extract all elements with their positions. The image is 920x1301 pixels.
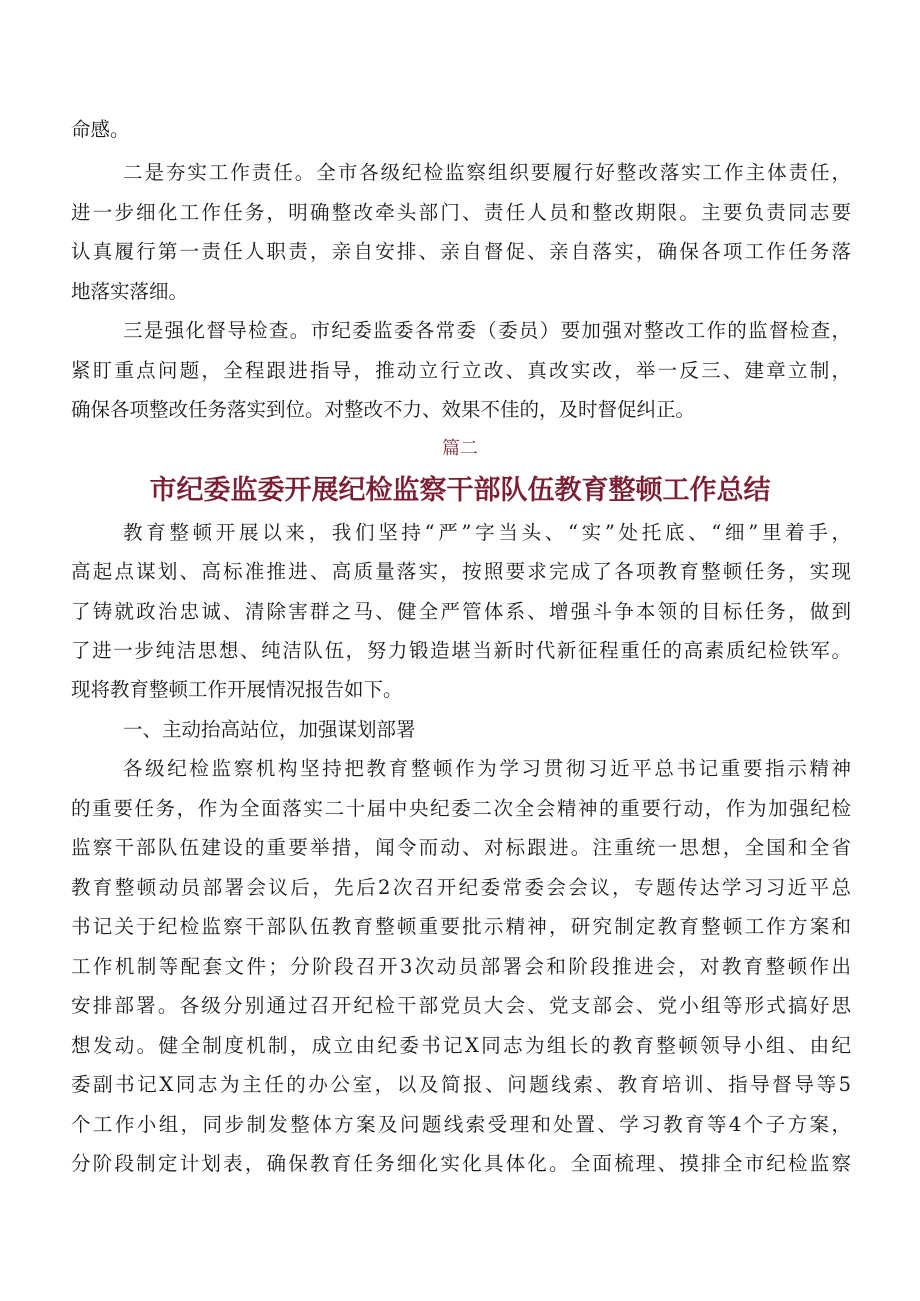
paragraph-line: 紧盯重点问题，全程跟进指导，推动立行立改、真改实改，举一反三、建章立制， <box>71 359 851 382</box>
document-title: 市纪委监委开展纪检监察干部队伍教育整顿工作总结 <box>149 475 771 506</box>
section-heading: 一、主动抬高站位，加强谋划部署 <box>123 718 416 741</box>
paragraph-line: 教育整顿开展以来，我们坚持“严”字当头、“实”处托底、“细”里着手， <box>123 521 851 544</box>
paragraph-line: 委副书记X同志为主任的办公室，以及简报、问题线索、教育培训、指导督导等5 <box>71 1073 851 1096</box>
paragraph-line: 命感。 <box>71 118 130 141</box>
paragraph-line: 二是夯实工作责任。全市各级纪检监察组织要履行好整改落实工作主体责任， <box>123 161 851 184</box>
paragraph-line: 认真履行第一责任人职责，亲自安排、亲自督促、亲自落实，确保各项工作任务落 <box>71 240 851 263</box>
paragraph-line: 工作机制等配套文件；分阶段召开3次动员部署会和阶段推进会，对教育整顿作出 <box>71 955 851 978</box>
paragraph-line: 书记关于纪检监察干部队伍教育整顿重要批示精神，研究制定教育整顿工作方案和 <box>71 915 851 938</box>
paragraph-line: 个工作小组，同步制发整体方案及问题线索受理和处置、学习教育等4个子方案， <box>71 1113 851 1136</box>
paragraph-line: 分阶段制定计划表，确保教育任务细化实化具体化。全面梳理、摸排全市纪检监察 <box>71 1152 851 1175</box>
paragraph-line: 监察干部队伍建设的重要举措，闻令而动、对标跟进。注重统一思想，全国和全省 <box>71 836 851 859</box>
paragraph-line: 进一步细化工作任务，明确整改牵头部门、责任人员和整改期限。主要负责同志要 <box>71 201 851 224</box>
paragraph-line: 的重要任务，作为全面落实二十届中央纪委二次全会精神的重要行动，作为加强纪检 <box>71 797 851 820</box>
paragraph-line: 地落实落细。 <box>71 280 189 303</box>
paragraph-line: 安排部署。各级分别通过召开纪检干部党员大会、党支部会、党小组等形式搞好思 <box>71 994 851 1017</box>
paragraph-line: 高起点谋划、高标准推进、高质量落实，按照要求完成了各项教育整顿任务，实现 <box>71 560 851 583</box>
paragraph-line: 确保各项整改任务落实到位。对整改不力、效果不佳的，及时督促纠正。 <box>71 398 696 421</box>
paragraph-line: 想发动。健全制度机制，成立由纪委书记X同志为组长的教育整顿领导小组、由纪 <box>71 1034 851 1057</box>
section-label: 篇二 <box>442 438 478 459</box>
paragraph-line: 了进一步纯洁思想、纯洁队伍，努力锻造堪当新时代新征程重任的高素质纪检铁军。 <box>71 639 851 662</box>
paragraph-line: 现将教育整顿工作开展情况报告如下。 <box>71 678 403 701</box>
paragraph-line: 三是强化督导检查。市纪委监委各常委（委员）要加强对整改工作的监督检查， <box>123 319 851 342</box>
paragraph-line: 各级纪检监察机构坚持把教育整顿作为学习贯彻习近平总书记重要指示精神 <box>123 757 851 780</box>
paragraph-line: 教育整顿动员部署会议后，先后2次召开纪委常委会会议，专题传达学习习近平总 <box>71 876 851 899</box>
paragraph-line: 了铸就政治忠诚、清除害群之马、健全严管体系、增强斗争本领的目标任务，做到 <box>71 600 851 623</box>
